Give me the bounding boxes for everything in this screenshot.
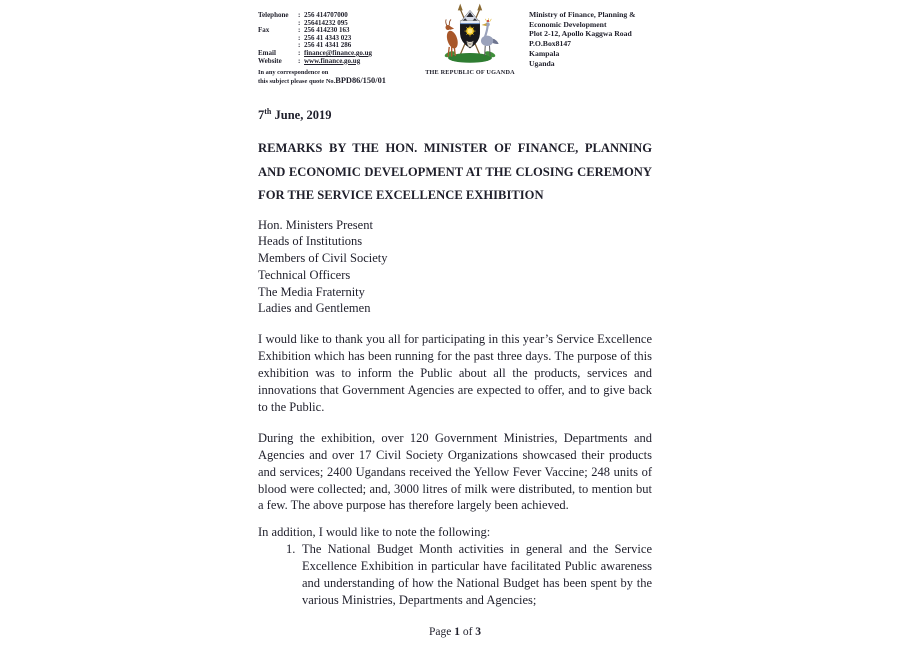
letter-date bbox=[258, 104, 652, 123]
numbered-list bbox=[258, 541, 652, 609]
crested-crane bbox=[481, 18, 499, 56]
fax-number-3: 256 41 4341 286 bbox=[304, 41, 352, 50]
salutation-line: Technical Officers bbox=[258, 267, 351, 282]
paragraph-1: I would like to thank you all for participating in this year’s Service Excellence Exhibition which has been running for the past three days. The purpose of this exhibition was to inform the Public about all the products, services and innovations that Government Agencies are expected to offer, and to give back to the Public. bbox=[258, 332, 652, 414]
contact-row-fax-3: : 256 41 4341 286 bbox=[298, 41, 352, 50]
footer-page-prefix: Page bbox=[428, 625, 455, 638]
contact-label: Email bbox=[258, 48, 276, 57]
contact-label: Fax bbox=[258, 26, 270, 35]
list-item-number: 1. bbox=[286, 542, 296, 557]
email-link[interactable]: finance@finance.go.ug bbox=[304, 48, 372, 57]
salutation-line: Hon. Ministers Present bbox=[258, 217, 373, 232]
footer-page-of: of bbox=[459, 625, 476, 638]
letterhead bbox=[258, 0, 652, 104]
address-line: Economic Development bbox=[529, 19, 607, 29]
salutation-line: Members of Civil Society bbox=[258, 251, 388, 266]
address-line: Uganda bbox=[529, 58, 555, 68]
address-line: Kampala bbox=[529, 48, 560, 58]
list-item-text: The National Budget Month activities in general and the Service Excellence Exhibition in particular have facilitated Public awareness and understanding of how the National Budget has been spent by the various Ministries, Departments and Agencies; bbox=[302, 542, 652, 607]
contact-label: Website bbox=[258, 56, 282, 65]
list-item bbox=[258, 541, 652, 609]
ministry-address-block bbox=[529, 10, 636, 68]
document-title: REMARKS BY THE HON. MINISTER OF FINANCE, PLANNING AND ECONOMIC DEVELOPMENT AT THE CLOSING CEREMONY FOR THE SERVICE EXCELLENCE EXHIBITION bbox=[258, 141, 652, 202]
note-line-2: this subject please quote No.BPD86/150/01 bbox=[258, 76, 386, 86]
fax-number-1: 256 414230 163 bbox=[304, 26, 350, 35]
contact-block bbox=[258, 12, 386, 86]
note-line-1: In any correspondence on bbox=[258, 69, 329, 77]
date-ordinal: th bbox=[264, 106, 272, 116]
paragraph-3-intro: In addition, I would like to note the following: bbox=[258, 525, 491, 540]
date-day: 7 bbox=[258, 108, 265, 122]
salutation-line: Ladies and Gentlemen bbox=[258, 301, 371, 316]
date-rest: June, 2019 bbox=[271, 108, 332, 122]
salutation-line: Heads of Institutions bbox=[258, 234, 363, 249]
uganda-coat-of-arms bbox=[423, 3, 517, 76]
address-line: Plot 2-12, Apollo Kaggwa Road bbox=[529, 29, 632, 39]
letter-column bbox=[258, 0, 652, 638]
salutations-list bbox=[258, 217, 652, 318]
website-link[interactable]: www.finance.go.ug bbox=[304, 56, 361, 65]
contact-label: Telephone bbox=[258, 11, 289, 19]
contact-row-telephone-2: : 256414232 095 bbox=[298, 18, 348, 27]
contact-row-fax-2: : 256 41 4343 023 bbox=[298, 33, 352, 42]
page-footer bbox=[258, 626, 652, 638]
kob-antelope bbox=[445, 19, 460, 56]
correspondence-note bbox=[258, 69, 386, 86]
address-line: P.O.Box8147 bbox=[529, 39, 572, 49]
contact-row-email: Email : finance@finance.go.ug bbox=[258, 48, 372, 57]
address-line: Ministry of Finance, Planning & bbox=[529, 10, 636, 19]
contact-row-fax: Fax : 256 414230 163 bbox=[258, 26, 350, 35]
telephone-number-2: 256414232 095 bbox=[304, 18, 348, 27]
contact-row-telephone: Telephone : 256 414707000 bbox=[258, 11, 348, 19]
footer-page-number: 1 bbox=[454, 625, 460, 638]
contact-row-website: Website : www.finance.go.ug bbox=[258, 56, 361, 65]
reference-number: BPD86/150/01 bbox=[335, 76, 386, 86]
paragraph-2: During the exhibition, over 120 Government Ministries, Departments and Agencies and over 17 Civil Society Organizations showcased their products and services; 2400 Ugandans received the Yellow Fever Vaccine; 248 units of blood were collected; and, 3000 litres of milk were distributed, to mention but a few. The above purpose has therefore largely been achieved. bbox=[258, 430, 652, 513]
footer-page-total: 3 bbox=[475, 625, 482, 638]
salutation-line: The Media Fraternity bbox=[258, 284, 365, 299]
republic-of-uganda-caption: THE REPUBLIC OF UGANDA bbox=[425, 69, 515, 76]
fax-number-2: 256 41 4343 023 bbox=[304, 33, 352, 42]
coat-of-arms-icon bbox=[433, 3, 507, 64]
telephone-number-1: 256 414707000 bbox=[304, 11, 348, 19]
